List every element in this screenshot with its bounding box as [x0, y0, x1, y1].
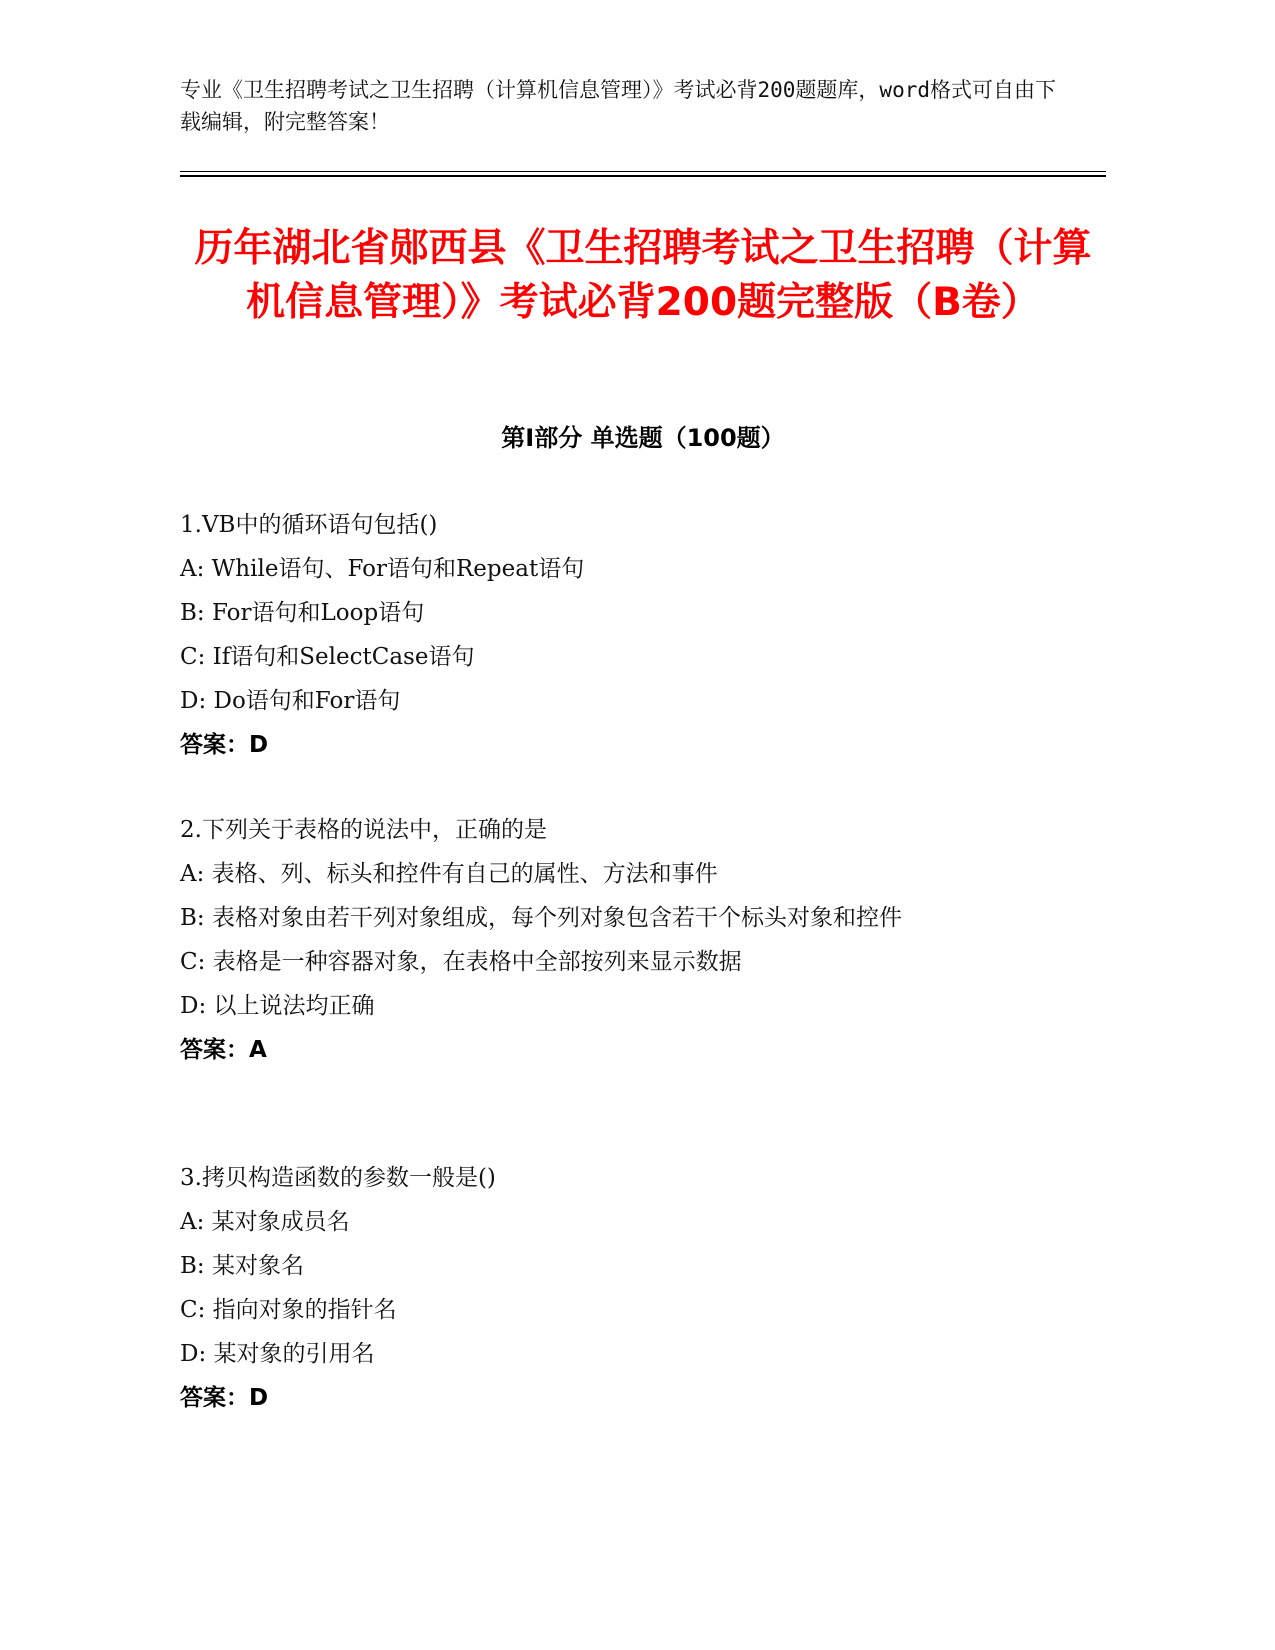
answer: 答案：A	[180, 1037, 267, 1063]
option-b: B: For语句和Loop语句	[180, 600, 425, 626]
option-c: C: 表格是一种容器对象，在表格中全部按列来显示数据	[180, 949, 742, 975]
option-a: A: 表格、列、标头和控件有自己的属性、方法和事件	[180, 861, 718, 887]
option-a: A: While语句、For语句和Repeat语句	[180, 556, 585, 582]
header-rule-thick	[180, 175, 1106, 177]
option-d: D: Do语句和For语句	[180, 688, 401, 714]
option-b: B: 表格对象由若干列对象组成，每个列对象包含若干个标头对象和控件	[180, 905, 902, 931]
option-c: C: 指向对象的指针名	[180, 1297, 397, 1323]
question-stem: 2.下列关于表格的说法中，正确的是	[180, 817, 547, 843]
option-b: B: 某对象名	[180, 1253, 304, 1279]
question-3	[180, 1156, 1040, 1420]
section-title: 第Ⅰ部分 单选题（100题）	[501, 424, 785, 452]
question-stem: 3.拷贝构造函数的参数一般是()	[180, 1165, 496, 1191]
header-note: 专业《卫生招聘考试之卫生招聘（计算机信息管理）》考试必背200题题库，word格式可自由下载编辑，附完整答案！	[180, 78, 1056, 134]
answer: 答案：D	[180, 1385, 269, 1411]
question-1	[180, 503, 1040, 767]
option-a: A: 某对象成员名	[180, 1209, 350, 1235]
question-2	[180, 808, 1040, 1072]
option-d: D: 以上说法均正确	[180, 993, 375, 1019]
option-c: C: If语句和SelectCase语句	[180, 644, 475, 670]
option-d: D: 某对象的引用名	[180, 1341, 375, 1367]
header-rule-thin	[180, 171, 1106, 172]
question-stem: 1.VB中的循环语句包括()	[180, 512, 438, 538]
document-title: 历年湖北省郧西县《卫生招聘考试之卫生招聘（计算机信息管理）》考试必背200题完整版（B卷）	[194, 226, 1092, 325]
answer: 答案：D	[180, 732, 269, 758]
